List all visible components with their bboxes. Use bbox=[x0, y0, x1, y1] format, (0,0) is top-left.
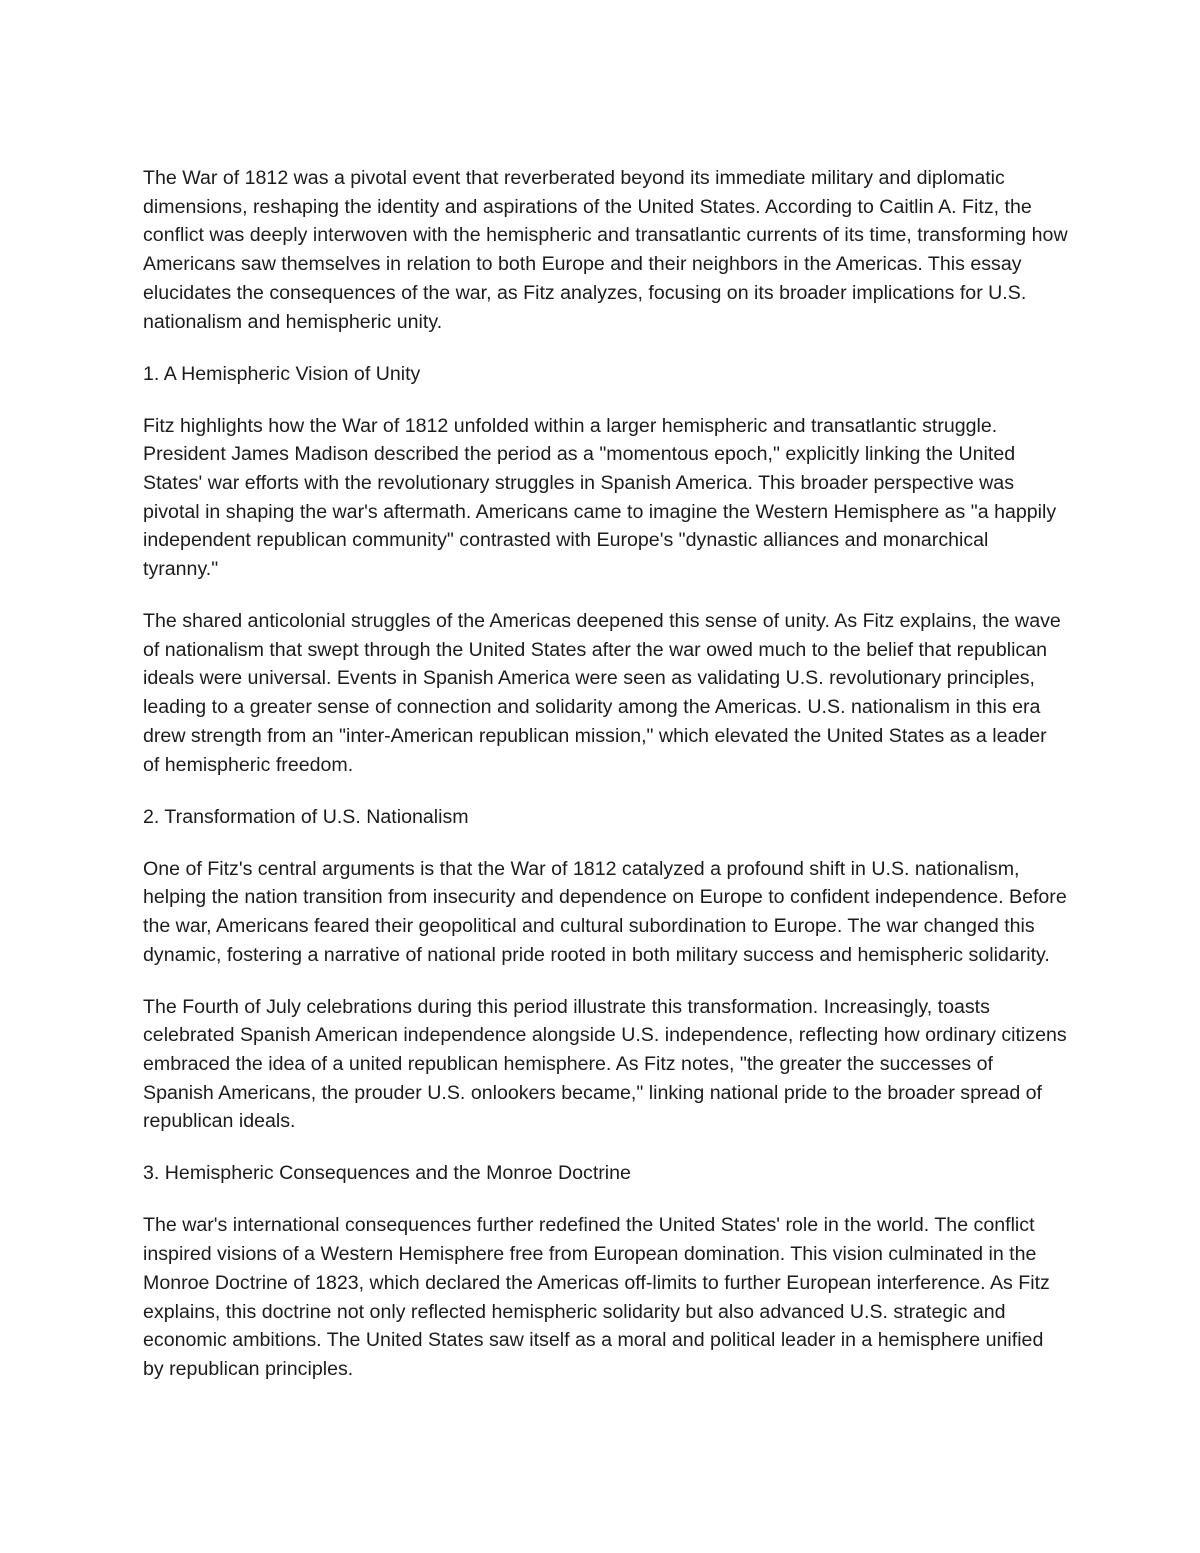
section-heading: 2. Transformation of U.S. Nationalism bbox=[143, 805, 469, 828]
body-paragraph: One of Fitz's central arguments is that the War of 1812 catalyzed a profound shift in U.S. nationalism, helping the nation transition from insecurity and dependence on Europe to confident independence. Before the war, Americans feared their geopolitical and cultural subordination to Europe. The war changed this dynamic, fostering a narrative of national pride rooted in both military success and hemispheric solidarity. bbox=[143, 857, 1067, 966]
body-paragraph: Fitz highlights how the War of 1812 unfolded within a larger hemispheric and transatlantic struggle. President James Madison described the period as a "momentous epoch," explicitly linking the United States' war efforts with the revolutionary struggles in Spanish America. This broader perspective was pivotal in shaping the war's aftermath. Americans came to imagine the Western Hemisphere as "a happily independent republican community" contrasted with Europe's "dynastic alliances and monarchical tyranny." bbox=[143, 414, 1057, 581]
section-heading: 3. Hemispheric Consequences and the Monroe Doctrine bbox=[143, 1162, 631, 1185]
intro-paragraph: The War of 1812 was a pivotal event that reverberated beyond its immediate military and diplomatic dimensions, reshaping the identity and aspirations of the United States. According to Caitlin A. Fitz, the conflict was deeply interwoven with the hemispheric and transatlantic currents of its time, transforming how Americans saw themselves in relation to both Europe and their neighbors in the Americas. This essay elucidates the consequences of the war, as Fitz analyzes, focusing on its broader implications for U.S. nationalism and hemispheric unity. bbox=[143, 167, 1068, 333]
body-paragraph: The war's international consequences further redefined the United States' role in the world. The conflict inspired visions of a Western Hemisphere free from European domination. This vision culminated in the Monroe Doctrine of 1823, which declared the Americas off-limits to further European interference. As Fitz explains, this doctrine not only reflected hemispheric solidarity but also advanced U.S. strategic and economic ambitions. The United States saw itself as a moral and political leader in a hemisphere unified by republican principles. bbox=[143, 1214, 1050, 1380]
section-heading: 1. A Hemispheric Vision of Unity bbox=[143, 362, 421, 385]
document-body bbox=[143, 164, 1068, 1407]
body-paragraph: The shared anticolonial struggles of the Americas deepened this sense of unity. As Fitz explains, the wave of nationalism that swept through the United States after the war owed much to the belief that republican ideals were universal. Events in Spanish America were seen as validating U.S. revolutionary principles, leading to a greater sense of connection and solidarity among the Americas. U.S. nationalism in this era drew strength from an "inter-American republican mission," which elevated the United States as a leader of hemispheric freedom. bbox=[143, 610, 1061, 776]
body-paragraph: The Fourth of July celebrations during this period illustrate this transformation. Increasingly, toasts celebrated Spanish American independence alongside U.S. independence, reflecting how ordinary citizens embraced the idea of a united republican hemisphere. As Fitz notes, "the greater the successes of Spanish Americans, the prouder U.S. onlookers became," linking national pride to the broader spread of republican ideals. bbox=[143, 995, 1067, 1133]
